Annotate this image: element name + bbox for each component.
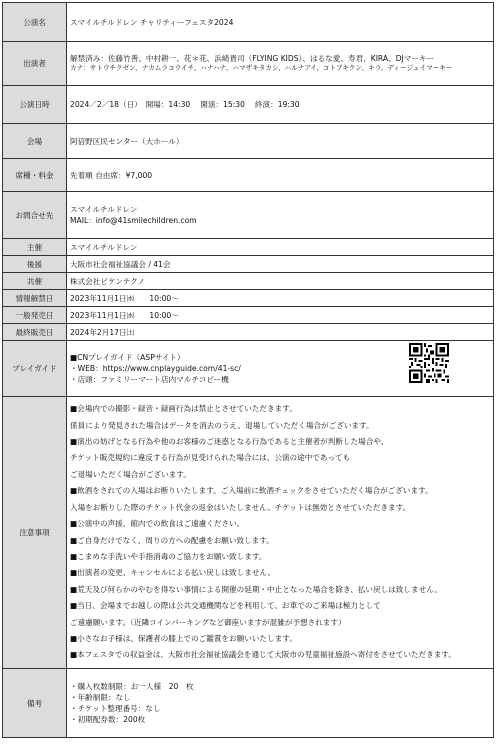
label-notes: 注意事項 xyxy=(3,397,67,669)
row-title xyxy=(3,3,494,42)
remark-line: ・年齢制限：なし xyxy=(70,693,131,702)
performers-line: 解禁済み：佐藤竹善、中村耕一、花＊花、浜崎貴司（FLYING KIDS）、はるな愛、寿君、KIRA、DJマーキー xyxy=(70,54,435,64)
note-line: ■飲酒をされての入場はお断りいたします。ご入場前に飲酒チェックをさせていただく場合がございます。 xyxy=(70,486,433,496)
value-seats: 先着順 自由席：¥7,000 xyxy=(67,159,494,192)
contact-name: スマイルチルドレン xyxy=(70,205,138,214)
contact-email[interactable]: MAIL：info@41smilechildren.com xyxy=(70,216,197,225)
label-general-sale: 一般発売日 xyxy=(3,307,67,324)
note-line: ■会場内での撮影・録音・録画行為は禁止とさせていただきます。 xyxy=(70,404,297,414)
note-line: 係員により発見された場合はデータを消去のうえ、退場していただく場合がございます。 xyxy=(70,420,374,430)
value-general-sale: 2023年11月1日㈬ 10:00〜 xyxy=(67,307,494,324)
row-remarks xyxy=(3,669,494,738)
value-last-sale: 2024年2月17日㈯ xyxy=(67,324,494,341)
event-info-table xyxy=(2,2,494,738)
value-organizer: スマイルチルドレン xyxy=(67,239,494,256)
remark-line: ・初期配券数：200枚 xyxy=(70,715,146,724)
playguide-store: ・店頭：ファミリーマート店内マルチコピー機 xyxy=(70,375,229,384)
note-line: ご遠慮願います。（近隣コインパーキングなど御座いますが混雑が予想されます） xyxy=(70,617,346,627)
label-support: 後援 xyxy=(3,256,67,273)
row-cosponsor xyxy=(3,273,494,290)
note-line: ■出演者の変更、キャンセルによる払い戻しは致しません。 xyxy=(70,568,276,578)
note-line: ■荒天及び何らかのやむを得ない事情による開催の延期・中止となった場合を除き、払い戻しは致しません。 xyxy=(70,584,442,594)
row-info-release xyxy=(3,290,494,307)
value-notes xyxy=(67,397,494,669)
label-last-sale: 最終販売日 xyxy=(3,324,67,341)
label-venue: 会場 xyxy=(3,124,67,159)
note-line: ■こまめな手洗いや手指消毒のご協力をお願い致します。 xyxy=(70,551,267,561)
row-seats xyxy=(3,159,494,192)
label-performers: 出演者 xyxy=(3,42,67,86)
row-datetime xyxy=(3,86,494,124)
playguide-web-link[interactable]: ・WEB：https://www.cnplayguide.com/41-sc/ xyxy=(70,364,241,373)
label-playguide: プレイガイド xyxy=(3,341,67,397)
row-playguide xyxy=(3,341,494,397)
value-playguide xyxy=(67,341,494,397)
performers-kana-line: カナ：サトウチクゼン、ナカムラコウイチ、ハナハナ、ハマザキタカシ、ハルナアイ、コトブキクン、キラ、ディージェイマーキー xyxy=(70,64,453,73)
row-support xyxy=(3,256,494,273)
playguide-name: ■CNプレイガイド（ASPサイト） xyxy=(70,353,185,362)
value-contact xyxy=(67,192,494,239)
note-line: ■ご自身だけでなく、周りの方への配慮をお願い致します。 xyxy=(70,535,274,545)
note-line: ■演出の妨げとなる行為や他のお客様のご迷惑となる行為であると主催者が判断した場合や、 xyxy=(70,437,389,447)
label-remarks: 備考 xyxy=(3,669,67,738)
label-datetime: 公演日時 xyxy=(3,86,67,124)
label-title: 公演名 xyxy=(3,3,67,42)
row-venue xyxy=(3,124,494,159)
note-line: ■公演中の声援、館内での飲食はご遠慮ください。 xyxy=(70,519,245,529)
value-cosponsor: 株式会社ピケンテクノ xyxy=(67,273,494,290)
qr-code-icon xyxy=(409,343,449,383)
label-seats: 席種・料金 xyxy=(3,159,67,192)
value-title: スマイルチルドレン チャリティーフェスタ2024 xyxy=(67,3,494,42)
label-contact: お問合せ先 xyxy=(3,192,67,239)
row-general-sale xyxy=(3,307,494,324)
row-contact xyxy=(3,192,494,239)
label-organizer: 主催 xyxy=(3,239,67,256)
row-last-sale xyxy=(3,324,494,341)
note-line: ■当日、会場までお越しの際は公共交通機関などを利用して、お車でのご来場は極力として xyxy=(70,601,381,611)
value-info-release: 2023年11月1日㈬ 10:00〜 xyxy=(67,290,494,307)
label-cosponsor: 共催 xyxy=(3,273,67,290)
value-datetime: 2024／2／18（日） 開場：14:30 開演：15:30 終演：19:30 xyxy=(67,86,494,124)
note-line: ご退場いただく場合がございます。 xyxy=(70,469,191,479)
value-performers xyxy=(67,42,494,86)
label-info-release: 情報解禁日 xyxy=(3,290,67,307)
row-performers xyxy=(3,42,494,86)
row-organizer xyxy=(3,239,494,256)
note-line: ■本フェスタでの収益金は、大阪市社会福祉協議会を通じて大阪市の児童福祉施設へ寄付をさせていただきます。 xyxy=(70,650,456,660)
note-line: ■小さなお子様は、保護者の膝上でのご鑑賞をお願いいたします。 xyxy=(70,633,297,643)
row-notes xyxy=(3,397,494,669)
value-support: 大阪市社会福祉協議会 / 41会 xyxy=(67,256,494,273)
value-venue: 阿倍野区民センター（大ホール） xyxy=(67,124,494,159)
remark-line: ・チケット整理番号：なし xyxy=(70,704,161,713)
remark-line: ・購入枚数制限：お一人様 20 枚 xyxy=(70,682,194,691)
value-remarks xyxy=(67,669,494,738)
note-line: 入場をお断りした際のチケット代金の返金はいたしません。チケットは無効とさせていただきます。 xyxy=(70,502,411,512)
note-line: チケット販売規約に違反する行為が見受けられた場合には、公演の途中であっても xyxy=(70,453,351,463)
